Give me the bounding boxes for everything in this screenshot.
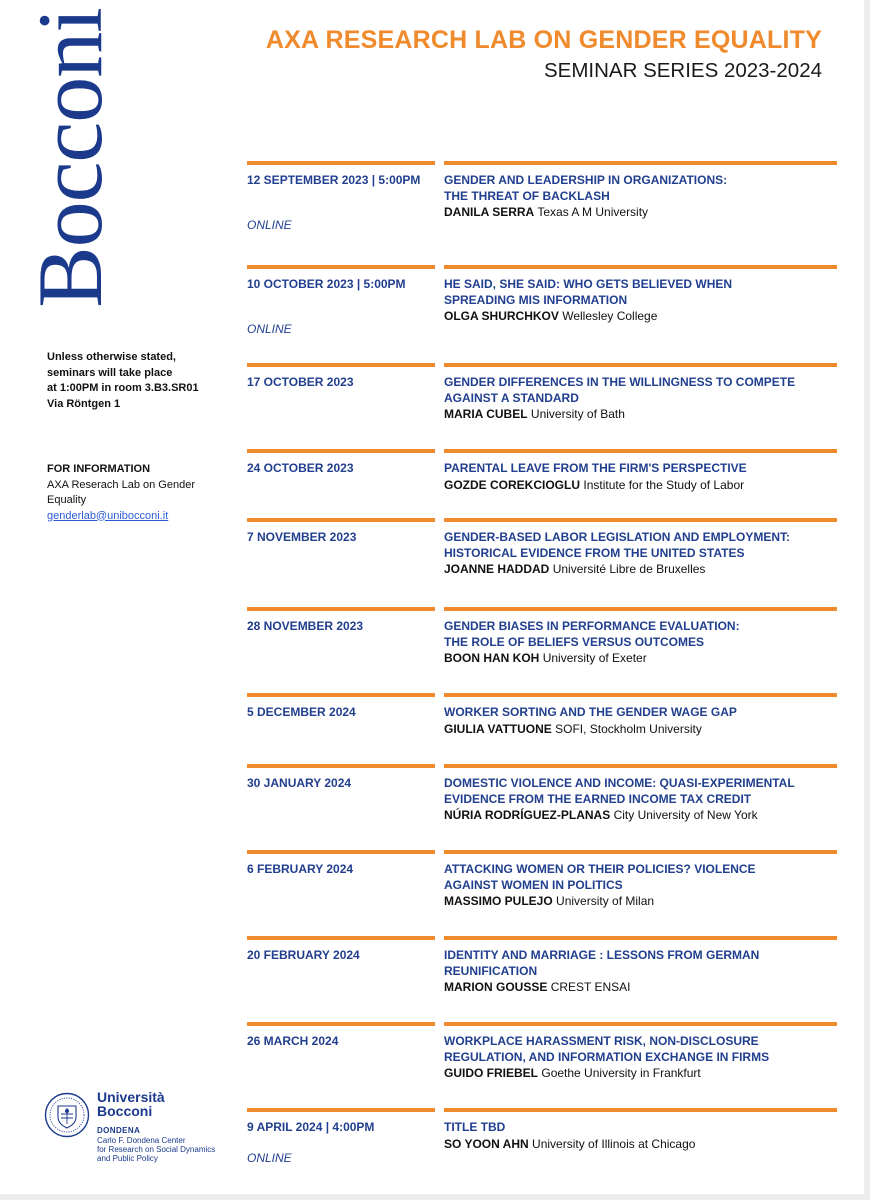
seminar-title bbox=[444, 173, 834, 204]
note-line: Unless otherwise stated, bbox=[47, 351, 176, 363]
title-line: SPREADING MIS INFORMATION bbox=[444, 292, 628, 307]
seminar-speaker bbox=[444, 1136, 834, 1152]
seminar-speaker bbox=[444, 979, 834, 995]
title-line: REUNIFICATION bbox=[444, 963, 538, 978]
seminar-title bbox=[444, 705, 834, 721]
seminar-speaker bbox=[444, 1065, 834, 1081]
seminar-date: 26 MARCH 2024 bbox=[247, 1034, 339, 1048]
speaker-affiliation: University of Milan bbox=[556, 894, 655, 908]
divider-rule bbox=[247, 363, 435, 367]
title-line: WORKER SORTING AND THE GENDER WAGE GAP bbox=[444, 705, 737, 719]
speaker-name: JOANNE HADDAD bbox=[444, 562, 550, 576]
speaker-affiliation: Texas A M University bbox=[537, 205, 649, 219]
title-line: THE ROLE OF BELIEFS VERSUS OUTCOMES bbox=[444, 634, 705, 649]
divider-rule bbox=[247, 518, 435, 522]
seminar-date: 24 OCTOBER 2023 bbox=[247, 461, 354, 475]
seminar-date: 10 OCTOBER 2023 | 5:00PM bbox=[247, 277, 406, 291]
divider-rule bbox=[444, 1022, 837, 1026]
speaker-affiliation: CREST ENSAI bbox=[550, 980, 631, 994]
title-line: TITLE TBD bbox=[444, 1120, 506, 1134]
note-line: at 1:00PM in room 3.B3.SR01 bbox=[47, 382, 199, 394]
speaker-affiliation: University of Bath bbox=[530, 407, 625, 421]
divider-rule bbox=[247, 1108, 435, 1112]
email-link[interactable]: genderlab@unibocconi.it bbox=[47, 509, 169, 522]
university-name-line: Bocconi bbox=[97, 1103, 153, 1119]
seminar-mode: ONLINE bbox=[247, 218, 292, 232]
center-name-line: and Public Policy bbox=[97, 1154, 158, 1164]
speaker-name: GIULIA VATTUONE bbox=[444, 721, 552, 736]
location-note bbox=[47, 350, 199, 412]
speaker-affiliation: Institute for the Study of Labor bbox=[583, 477, 745, 492]
speaker-name: MARIA CUBEL bbox=[444, 407, 528, 421]
divider-rule bbox=[444, 764, 837, 768]
speaker-name: GOZDE COREKCIOGLU bbox=[444, 477, 581, 492]
divider-rule bbox=[247, 265, 435, 269]
seminar-title bbox=[444, 1034, 834, 1065]
poster-subtitle: SEMINAR SERIES 2023-2024 bbox=[543, 59, 822, 82]
contact-info bbox=[47, 462, 195, 524]
seminar-title bbox=[444, 461, 834, 477]
page-edge-bottom bbox=[0, 1194, 870, 1200]
seminar-title bbox=[444, 619, 834, 650]
speaker-name: BOON HAN KOH bbox=[444, 651, 540, 665]
center-name bbox=[97, 1136, 247, 1164]
seminar-title bbox=[444, 1120, 834, 1136]
seminar-title bbox=[444, 277, 834, 308]
divider-rule bbox=[444, 607, 837, 611]
seminar-date: 7 NOVEMBER 2023 bbox=[247, 530, 357, 544]
title-line: GENDER-BASED LABOR LEGISLATION AND EMPLOYMENT: bbox=[444, 530, 791, 544]
seminar-date: 30 JANUARY 2024 bbox=[247, 776, 352, 790]
seminar-date: 17 OCTOBER 2023 bbox=[247, 375, 354, 389]
bocconi-footer-logo bbox=[44, 1090, 244, 1170]
seminar-speaker bbox=[444, 406, 834, 422]
title-line: REGULATION, AND INFORMATION EXCHANGE IN FIRMS bbox=[444, 1049, 770, 1064]
university-name-line: Università bbox=[97, 1089, 165, 1105]
title-line: WORKPLACE HARASSMENT RISK, NON-DISCLOSURE bbox=[444, 1034, 759, 1048]
center-name-line: for Research on Social Dynamics bbox=[97, 1145, 216, 1155]
title-line: HISTORICAL EVIDENCE FROM THE UNITED STATES bbox=[444, 545, 745, 560]
divider-rule bbox=[247, 1022, 435, 1026]
university-seal-icon bbox=[44, 1092, 90, 1138]
speaker-name: DANILA SERRA bbox=[444, 205, 535, 219]
seminar-speaker bbox=[444, 721, 834, 737]
seminar-date: 9 APRIL 2024 | 4:00PM bbox=[247, 1120, 375, 1134]
note-line: Via Röntgen 1 bbox=[47, 397, 121, 410]
title-line: AGAINST WOMEN IN POLITICS bbox=[444, 877, 623, 892]
speaker-name: MASSIMO PULEJO bbox=[444, 894, 553, 908]
divider-rule bbox=[444, 449, 837, 453]
page-edge-right bbox=[864, 0, 870, 1200]
seminar-title bbox=[444, 948, 834, 979]
speaker-affiliation: SOFI, Stockholm University bbox=[555, 721, 702, 736]
seminar-title bbox=[444, 375, 834, 406]
seminar-speaker bbox=[444, 650, 834, 666]
divider-rule bbox=[444, 363, 837, 367]
title-line: THE THREAT OF BACKLASH bbox=[444, 188, 610, 203]
seminar-speaker bbox=[444, 561, 834, 577]
seminar-date: 28 NOVEMBER 2023 bbox=[247, 619, 364, 633]
speaker-name: GUIDO FRIEBEL bbox=[444, 1066, 539, 1080]
info-line: Equality bbox=[47, 494, 87, 506]
info-line: AXA Reserach Lab on Gender bbox=[47, 478, 195, 491]
university-name bbox=[97, 1090, 165, 1118]
seminar-speaker bbox=[444, 893, 834, 909]
divider-rule bbox=[247, 449, 435, 453]
speaker-affiliation: University of Exeter bbox=[542, 651, 647, 665]
speaker-affiliation: Goethe University in Frankfurt bbox=[541, 1066, 701, 1080]
speaker-affiliation: University of Illinois at Chicago bbox=[532, 1136, 696, 1151]
speaker-name: MARION GOUSSE bbox=[444, 980, 548, 994]
divider-rule bbox=[247, 764, 435, 768]
seminar-speaker bbox=[444, 807, 834, 823]
seminar-speaker bbox=[444, 477, 834, 493]
divider-rule bbox=[444, 693, 837, 697]
divider-rule bbox=[247, 936, 435, 940]
seminar-speaker bbox=[444, 204, 834, 220]
divider-rule bbox=[444, 936, 837, 940]
speaker-name: SO YOON AHN bbox=[444, 1136, 529, 1151]
seminar-mode: ONLINE bbox=[247, 1151, 292, 1165]
title-line: GENDER DIFFERENCES IN THE WILLINGNESS TO COMPETE bbox=[444, 375, 796, 389]
info-heading: FOR INFORMATION bbox=[47, 463, 151, 475]
divider-rule bbox=[247, 693, 435, 697]
bocconi-vertical-logo bbox=[20, 8, 120, 308]
dondena-label: DONDENA bbox=[97, 1126, 141, 1135]
title-line: AGAINST A STANDARD bbox=[444, 390, 579, 405]
divider-rule bbox=[444, 850, 837, 854]
seminar-date: 6 FEBRUARY 2024 bbox=[247, 862, 354, 876]
seminar-title bbox=[444, 530, 834, 561]
divider-rule bbox=[247, 161, 435, 165]
divider-rule bbox=[247, 607, 435, 611]
title-line: HE SAID, SHE SAID: WHO GETS BELIEVED WHEN bbox=[444, 277, 733, 291]
divider-rule bbox=[444, 518, 837, 522]
title-line: GENDER AND LEADERSHIP IN ORGANIZATIONS: bbox=[444, 173, 728, 187]
title-line: GENDER BIASES IN PERFORMANCE EVALUATION: bbox=[444, 619, 740, 633]
seminar-speaker bbox=[444, 308, 834, 324]
speaker-affiliation: Université Libre de Bruxelles bbox=[552, 562, 706, 576]
title-line: PARENTAL LEAVE FROM THE FIRM'S PERSPECTIVE bbox=[444, 461, 747, 475]
center-name-line: Carlo F. Dondena Center bbox=[97, 1136, 186, 1145]
divider-rule bbox=[247, 850, 435, 854]
seminar-date: 12 SEPTEMBER 2023 | 5:00PM bbox=[247, 173, 421, 187]
title-line: DOMESTIC VIOLENCE AND INCOME: QUASI-EXPERIMENTAL bbox=[444, 776, 795, 790]
seminar-date: 5 DECEMBER 2024 bbox=[247, 705, 356, 719]
poster-title: AXA RESEARCH LAB ON GENDER EQUALITY bbox=[265, 26, 822, 54]
speaker-name: OLGA SHURCHKOV bbox=[444, 309, 559, 323]
seminar-date: 20 FEBRUARY 2024 bbox=[247, 948, 360, 962]
title-line: EVIDENCE FROM THE EARNED INCOME TAX CREDIT bbox=[444, 791, 752, 806]
seminar-title bbox=[444, 862, 834, 893]
speaker-affiliation: City University of New York bbox=[613, 808, 758, 822]
divider-rule bbox=[444, 161, 837, 165]
speaker-name: NÚRIA RODRÍGUEZ-PLANAS bbox=[444, 808, 611, 822]
divider-rule bbox=[444, 1108, 837, 1112]
title-line: IDENTITY AND MARRIAGE : LESSONS FROM GERMAN bbox=[444, 948, 760, 962]
title-line: ATTACKING WOMEN OR THEIR POLICIES? VIOLENCE bbox=[444, 862, 756, 876]
bocconi-logo-text: Bocconi bbox=[19, 8, 121, 308]
note-line: seminars will take place bbox=[47, 366, 173, 379]
seminar-title bbox=[444, 776, 834, 807]
speaker-affiliation: Wellesley College bbox=[562, 309, 658, 323]
divider-rule bbox=[444, 265, 837, 269]
seminar-mode: ONLINE bbox=[247, 322, 292, 336]
